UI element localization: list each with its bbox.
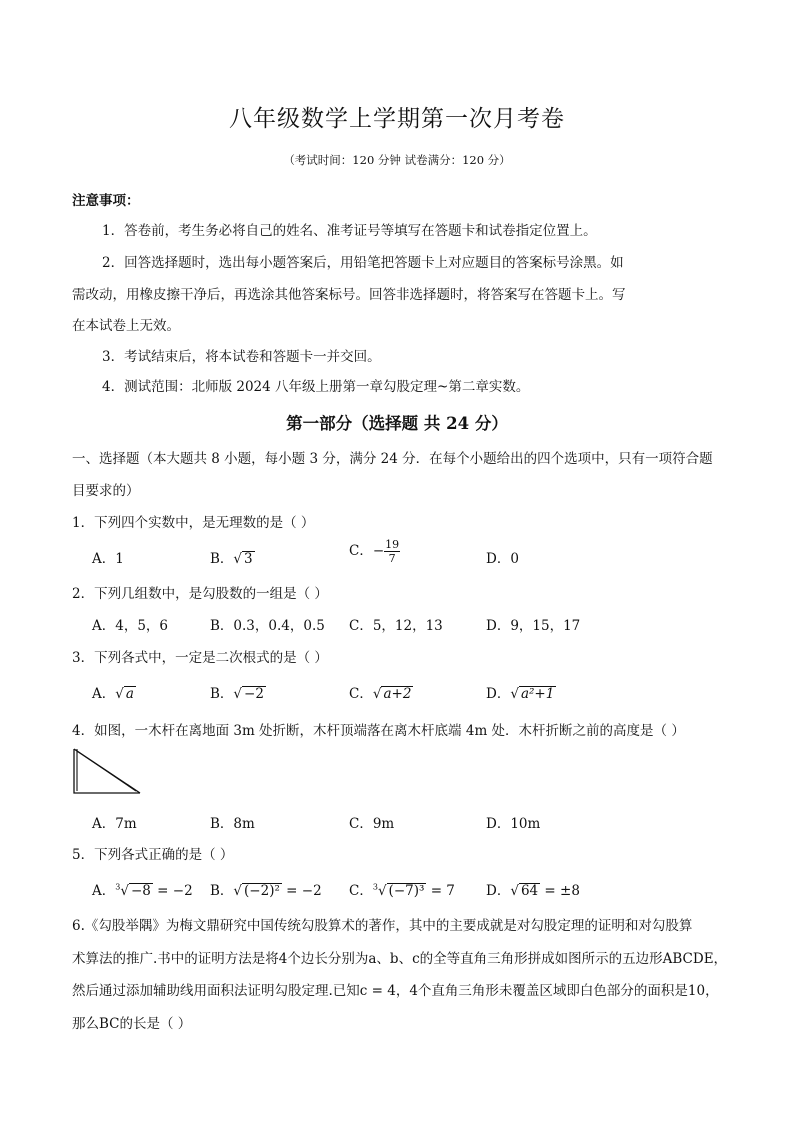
q4-option-a: A．7m: [92, 816, 137, 832]
question-1-stem: 1．下列四个实数中，是无理数的是（ ）: [72, 515, 315, 531]
q1-option-d: D．0: [486, 551, 519, 567]
note-item: 4．测试范围：北师版 2024 八年级上册第一章勾股定理~第二章实数。: [102, 379, 530, 395]
q4-option-c: C．9m: [349, 816, 395, 832]
q3-option-c: C．√ a+2: [349, 686, 412, 702]
q5-option-d: D．√ 64 = ±8: [486, 883, 580, 899]
exam-info: （考试时间：120 分钟 试卷满分：120 分）: [283, 153, 511, 167]
note-item: 需改动，用橡皮擦干净后，再选涂其他答案标号。回答非选择题时，将答案写在答题卡上。写: [72, 287, 626, 303]
question-6-line: 术算法的推广.书中的证明方法是将4个边长分别为a、b、c的全等直角三角形拼成如图所示的五边形ABCDE，: [72, 951, 728, 967]
question-3-stem: 3．下列各式中，一定是二次根式的是（ ）: [72, 650, 328, 666]
q4-option-d: D．10m: [486, 816, 541, 832]
notes-heading: 注意事项：: [72, 193, 140, 209]
question-6-line: 6.《勾股举隅》为梅文鼎研究中国传统勾股算术的著作，其中的主要成就是对勾股定理的证明和对勾股算: [72, 918, 693, 934]
note-item: 1．答卷前，考生务必将自己的姓名、准考证号等填写在答题卡和试卷指定位置上。: [102, 223, 597, 239]
q2-option-a: A．4，5，6: [92, 618, 169, 634]
section-intro: 一、选择题（本大题共 8 小题，每小题 3 分，满分 24 分．在每个小题给出的四个选项中，只有一项符合题: [72, 451, 713, 467]
q5-option-c: C．$^3$√ (−7)³ = 7: [349, 882, 455, 899]
q4-option-b: B．8m: [210, 816, 255, 832]
q5-option-a: A．$^3$√ −8 = −2: [92, 882, 193, 899]
q1-option-a: A．1: [92, 551, 124, 567]
note-item: 在本试卷上无效。: [72, 318, 180, 334]
page-title: 八年级数学上学期第一次月考卷: [229, 106, 565, 132]
q2-option-d: D．9，15，17: [486, 618, 581, 634]
q5-option-b: B．√ (−2)² = −2: [210, 883, 322, 899]
question-5-stem: 5．下列各式正确的是（ ）: [72, 847, 234, 863]
part-title: 第一部分（选择题 共 24 分）: [286, 414, 508, 433]
section-intro: 目要求的）: [72, 483, 140, 499]
q1-option-c: C．− $\frac{19}{7}$: [349, 538, 400, 565]
q2-option-c: C．5，12，13: [349, 618, 443, 634]
question-2-stem: 2．下列几组数中，是勾股数的一组是（ ）: [72, 586, 328, 602]
broken-pole-figure: [70, 745, 146, 797]
note-item: 3．考试结束后，将本试卷和答题卡一并交回。: [102, 349, 381, 365]
q3-option-a: A．√ a: [92, 686, 134, 702]
question-6-line: 然后通过添加辅助线用面积法证明勾股定理.已知c = 4，4个直角三角形未覆盖区域即白色部分的面积是10，: [72, 983, 719, 999]
q2-option-b: B．0.3，0.4，0.5: [210, 618, 325, 634]
note-item: 2．回答选择题时，选出每小题答案后，用铅笔把答题卡上对应题目的答案标号涂黑。如: [102, 255, 624, 271]
question-6-line: 那么BC的长是（ ）: [72, 1016, 192, 1032]
q3-option-d: D．√ a²+1: [486, 686, 555, 702]
question-4-stem: 4．如图，一木杆在离地面 3m 处折断，木杆顶端落在离木杆底端 4m 处．木杆折断之前的高度是（ ）: [72, 723, 685, 739]
q1-option-b: B．√ 3: [210, 551, 253, 567]
q3-option-b: B．√ −2: [210, 686, 264, 702]
